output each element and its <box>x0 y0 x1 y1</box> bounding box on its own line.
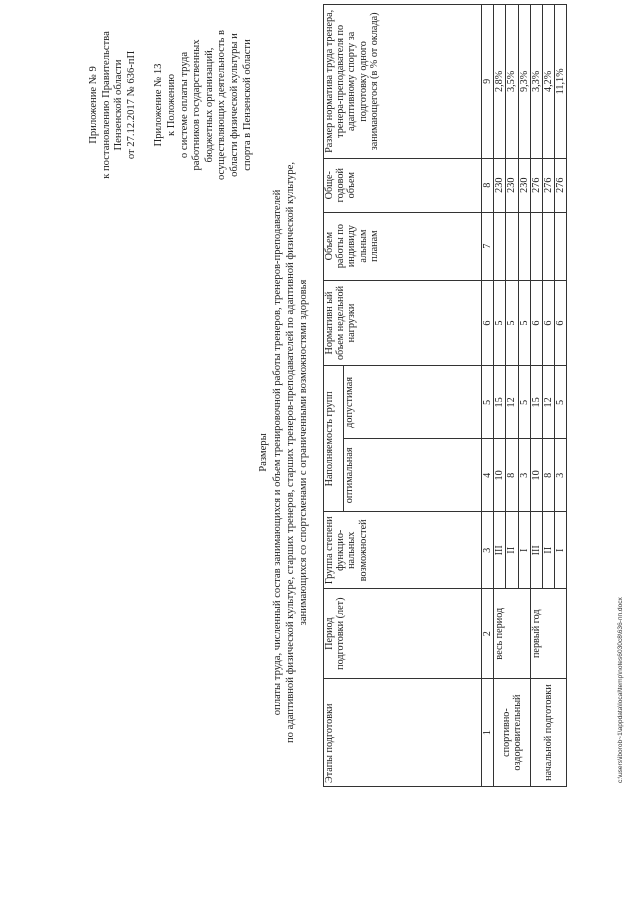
header-annual: Обще-годовой объем <box>324 158 482 212</box>
header-period: Период подготовки (лет) <box>324 589 482 679</box>
rate-cell: 11,1% <box>555 5 567 159</box>
col-number-2: 2 <box>482 589 494 679</box>
individual-cell <box>543 212 555 280</box>
col-number-6: 6 <box>482 280 494 366</box>
header-norm: Нормативн ый объем недельной нагрузки <box>324 280 482 366</box>
rate-cell: 3,3% <box>530 5 542 159</box>
annex-13-line4: работников государственных <box>191 39 203 171</box>
col-number-4: 4 <box>482 439 494 512</box>
title-line2: оплаты труда, численный состав занимающихся и объем тренировочной работы тренеров, тренеров-преподавателей <box>272 189 283 716</box>
annex-9-line2: к постановлению Правительства <box>100 31 112 179</box>
title-heading: Размеры <box>258 433 269 472</box>
header-stage: Этапы подготовки <box>324 679 482 787</box>
group-cell: III <box>530 512 542 589</box>
col-number-5: 5 <box>482 366 494 439</box>
annex-13-line6: осуществляющих деятельность в <box>216 29 228 181</box>
annex-13-line8: спорта в Пензенской области <box>241 39 253 171</box>
group-cell: III <box>494 512 506 589</box>
annual-cell: 276 <box>555 158 567 212</box>
col-number-1: 1 <box>482 679 494 787</box>
header-allowed: допустимая <box>344 366 482 439</box>
rate-cell: 9,3% <box>518 5 530 159</box>
allowed-cell: 5 <box>518 366 530 439</box>
optimal-cell: 10 <box>494 439 506 512</box>
individual-cell <box>518 212 530 280</box>
individual-cell <box>494 212 506 280</box>
annex-13-line5: бюджетных организаций, <box>203 47 215 163</box>
annex-13-line2: к Положению <box>165 73 177 137</box>
rates-table <box>323 4 567 787</box>
table-row <box>494 5 506 787</box>
annual-cell: 230 <box>518 158 530 212</box>
allowed-cell: 12 <box>543 366 555 439</box>
header-group: Группа степени функцио-нальных возможностей <box>324 512 482 589</box>
header-rate: Размер норматива труда тренера, тренера-преподавателя по адаптивному спорту за подготовку одного занимающегося (в % от оклада) <box>324 5 482 159</box>
col-number-9: 9 <box>482 5 494 159</box>
annex-9-line3: Пензенской области <box>113 59 125 151</box>
annual-cell: 230 <box>506 158 518 212</box>
annual-cell: 230 <box>494 158 506 212</box>
optimal-cell: 8 <box>506 439 518 512</box>
optimal-cell: 8 <box>543 439 555 512</box>
annex-9-line4: от 27.12.2017 № 636-пП <box>125 50 137 160</box>
rate-cell: 3,5% <box>506 5 518 159</box>
group-cell: II <box>506 512 518 589</box>
stage-name: начальной подготовки <box>530 679 567 787</box>
norm-cell: 6 <box>555 280 567 366</box>
rate-cell: 2,8% <box>494 5 506 159</box>
group-cell: I <box>518 512 530 589</box>
allowed-cell: 15 <box>530 366 542 439</box>
allowed-cell: 5 <box>555 366 567 439</box>
norm-cell: 5 <box>518 280 530 366</box>
optimal-cell: 3 <box>555 439 567 512</box>
stage-period: весь период <box>494 589 531 679</box>
individual-cell <box>530 212 542 280</box>
annual-cell: 276 <box>530 158 542 212</box>
annex-13-line1: Приложение № 13 <box>153 63 165 147</box>
norm-cell: 5 <box>494 280 506 366</box>
stage-name: спортивно-оздоровительный <box>494 679 531 787</box>
annex-13-line7: области физической культуры и <box>228 33 240 177</box>
header-optimal: оптимальная <box>344 439 482 512</box>
annex-block <box>88 10 254 200</box>
norm-cell: 5 <box>506 280 518 366</box>
title-line3: по адаптивной физической культуре, старших тренеров, старших тренеров-преподавателей по адаптивной физической культуре, <box>285 162 296 743</box>
stage-period: первый год <box>530 589 567 679</box>
individual-cell <box>555 212 567 280</box>
group-cell: II <box>543 512 555 589</box>
annual-cell: 276 <box>543 158 555 212</box>
annex-13-line3: о системе оплаты труда <box>178 51 190 159</box>
header-individual: Объем работы по индивиду альным планам <box>324 212 482 280</box>
annex-9-line1: Приложение № 9 <box>88 66 99 144</box>
individual-cell <box>506 212 518 280</box>
rate-cell: 4,2% <box>543 5 555 159</box>
optimal-cell: 3 <box>518 439 530 512</box>
file-path-footer: c:\users\iborob~1\appdata\local\temp\notes6030c8\636-пп.docx <box>617 597 624 783</box>
norm-cell: 6 <box>530 280 542 366</box>
col-number-8: 8 <box>482 158 494 212</box>
group-cell: I <box>555 512 567 589</box>
allowed-cell: 12 <box>506 366 518 439</box>
norm-cell: 6 <box>543 280 555 366</box>
title-line4: занимающихся со спортсменами с ограниченными возможностями здоровья <box>298 279 309 626</box>
header-fill: Наполняемость групп <box>324 366 344 512</box>
table-row <box>530 5 542 787</box>
col-number-7: 7 <box>482 212 494 280</box>
col-number-3: 3 <box>482 512 494 589</box>
optimal-cell: 10 <box>530 439 542 512</box>
allowed-cell: 15 <box>494 366 506 439</box>
